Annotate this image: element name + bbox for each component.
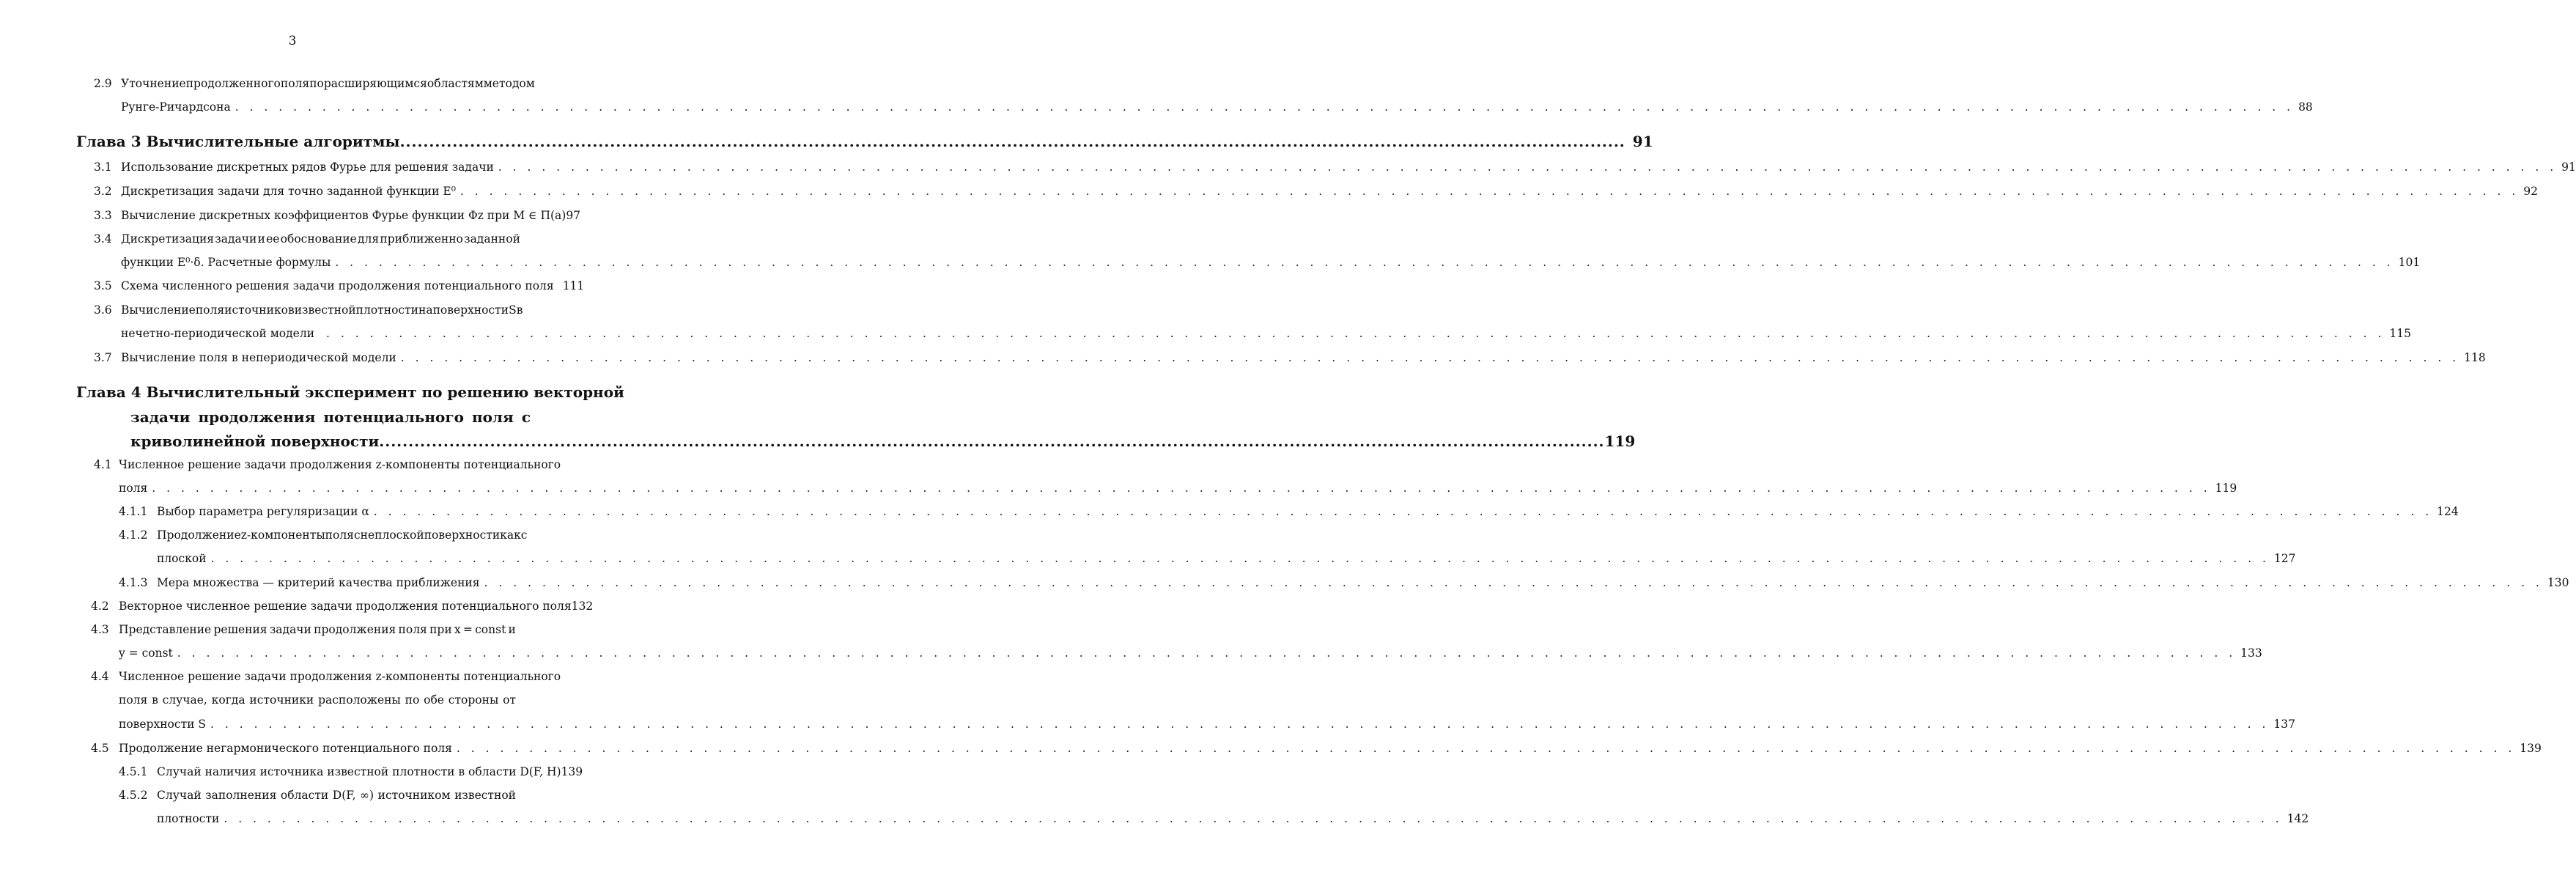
- section-number: 4.1.2: [119, 528, 148, 542]
- dot-leader: [152, 481, 2210, 495]
- page-ref: 137: [2273, 718, 2295, 731]
- page-ref: 142: [2287, 812, 2309, 825]
- section-number: 3.7: [94, 351, 112, 364]
- dot-leader: [379, 432, 1604, 451]
- dot-leader: [484, 575, 2543, 590]
- page-ref: 91: [1632, 133, 1653, 150]
- entry-text: Численное решение задачи продолжения z-компоненты потенциального: [119, 670, 561, 683]
- entry-text: Представление решения задачи продолжения поля при x = const и: [119, 623, 516, 636]
- entry-text-cont: плоской: [157, 552, 207, 565]
- section-number: 3.2: [94, 185, 112, 198]
- entry-text: Вычисление поля в непериодической модели: [121, 351, 396, 364]
- dot-leader: [335, 255, 2394, 270]
- chapter-title: Глава 4 Вычислительный эксперимент по решению векторной: [76, 383, 624, 401]
- entry-text-cont: поля в случае, когда источники расположены по обе стороны от: [119, 693, 516, 707]
- dot-leader: [224, 811, 2282, 826]
- dot-leader: [457, 741, 2515, 756]
- section-number: 3.6: [94, 303, 112, 317]
- dot-leader: [401, 350, 2459, 365]
- section-number: 4.1.1: [119, 505, 148, 518]
- page-ref: 127: [2273, 552, 2296, 565]
- section-number: 4.5.1: [119, 765, 148, 778]
- entry-text: Численное решение задачи продолжения z-компоненты потенциального: [119, 458, 561, 471]
- dot-leader: [177, 646, 2236, 660]
- section-number: 4.4: [91, 670, 109, 683]
- entry-text-cont: нечетно-периодической модели: [121, 327, 315, 340]
- dot-leader: [400, 132, 1625, 151]
- entry-text-cont: функции E⁰·δ. Расчетные формулы: [121, 256, 331, 269]
- entry-text: Случай наличия источника известной плотности в области D(F, H): [157, 765, 561, 778]
- section-number: 4.5: [91, 742, 109, 755]
- page-ref: 118: [2464, 351, 2486, 364]
- dot-leader: [235, 100, 2294, 114]
- entry-text-cont: поля: [119, 482, 148, 495]
- dot-leader: [460, 184, 2519, 199]
- section-number: 3.3: [94, 209, 112, 222]
- chapter-title: Глава 3 Вычислительные алгоритмы: [76, 133, 400, 150]
- section-number: 4.3: [91, 623, 109, 636]
- dot-leader: [210, 717, 2269, 731]
- page-ref: 124: [2437, 505, 2459, 518]
- entry-text: Мера множества — критерий качества приближения: [157, 576, 480, 589]
- section-number: 2.9: [94, 77, 112, 90]
- section-number: 4.1.3: [119, 576, 148, 589]
- dot-leader: [498, 160, 2557, 174]
- section-number: 3.4: [94, 232, 112, 246]
- page-ref: 97: [566, 209, 581, 222]
- page-ref: 119: [1604, 432, 1636, 450]
- section-number: 4.2: [91, 600, 109, 613]
- entry-text: Случай заполнения области D(F, ∞) источником известной: [157, 789, 516, 802]
- entry-text-cont: Рунге-Ричардсона: [121, 100, 231, 114]
- entry-text: Использование дискретных рядов Фурье для решения задачи: [121, 161, 494, 174]
- entry-text: Вычисление дискретных коэффициентов Фурье функции Φz при M ∈ Π(a): [121, 209, 567, 222]
- entry-text: Продолжение негармонического потенциального поля: [119, 742, 452, 755]
- page-ref: 92: [2523, 185, 2538, 198]
- entry-text: Выбор параметра регуляризации α: [157, 505, 369, 518]
- page-ref: 130: [2547, 576, 2569, 589]
- entry-text-cont: y = const: [119, 646, 173, 660]
- dot-leader: [211, 551, 2270, 566]
- entry-text: Продолжение z-компоненты поля с неплоской поверхности как с: [157, 528, 528, 542]
- entry-text: Дискретизация задачи и ее обоснование для приближенно заданной: [121, 232, 520, 246]
- page-ref: 132: [571, 600, 594, 613]
- page-ref: 119: [2215, 482, 2237, 495]
- page-ref: 101: [2398, 256, 2421, 269]
- chapter-title-cont: задачи продолжения потенциального поля с: [130, 408, 531, 426]
- entry-text: Дискретизация задачи для точно заданной функции E⁰: [121, 185, 456, 198]
- page-ref: 115: [2389, 327, 2411, 340]
- section-number: 4.1: [94, 458, 112, 471]
- entry-text: Уточнение продолженного поля по расширяющимся областям методом: [121, 77, 535, 90]
- section-number: 3.1: [94, 161, 112, 174]
- chapter-title-cont: криволинейной поверхности: [130, 432, 380, 450]
- dot-leader: [374, 504, 2432, 519]
- entry-text-cont: поверхности S: [119, 718, 207, 731]
- entry-text: Векторное численное решение задачи продолжения потенциального поля: [119, 600, 572, 613]
- page-ref: 111: [562, 279, 585, 292]
- page-ref: 91: [2561, 161, 2576, 174]
- page-ref: 133: [2240, 646, 2262, 660]
- dot-leader: [326, 326, 2385, 341]
- page-ref: 139: [561, 765, 583, 778]
- toc-chapter-3[interactable]: [76, 132, 1653, 151]
- entry-text: Схема численного решения задачи продолжения потенциального поля: [121, 279, 554, 292]
- section-number: 4.5.2: [119, 789, 148, 802]
- section-number: 3.5: [94, 279, 112, 292]
- entry-text-cont: плотности: [157, 812, 220, 825]
- page-number: 3: [288, 34, 297, 48]
- page-ref: 88: [2298, 100, 2313, 114]
- page-ref: 139: [2520, 742, 2542, 755]
- entry-text: Вычисление поля источников известной плотности на поверхности S в: [121, 303, 523, 317]
